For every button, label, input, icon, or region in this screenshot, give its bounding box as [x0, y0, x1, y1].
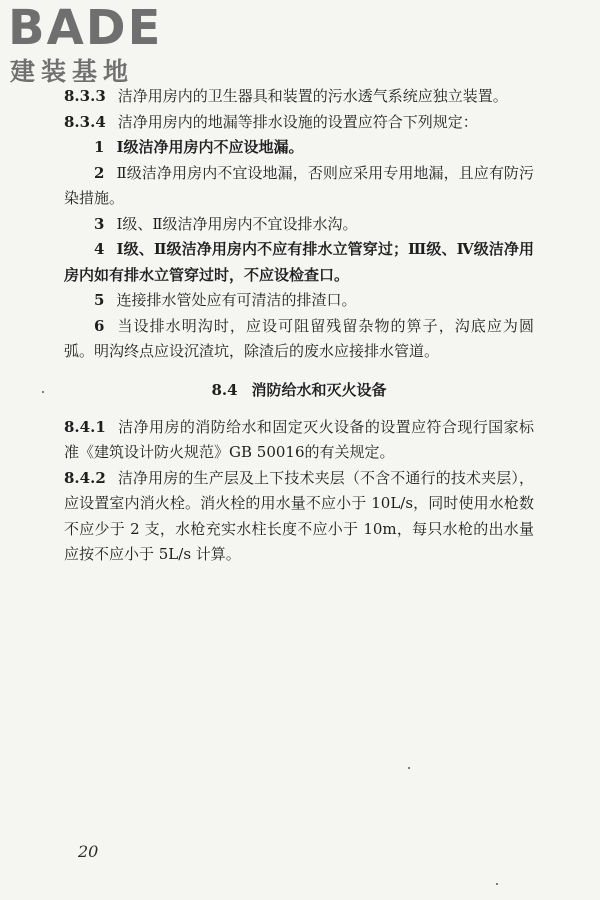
clause-8-3-4-item-2	[64, 161, 534, 212]
document-body	[64, 84, 534, 568]
item-text: Ⅰ级、Ⅱ级洁净用房内不宜设排水沟。	[116, 214, 358, 233]
item-number: 6	[94, 316, 105, 335]
item-text: Ⅰ级、Ⅱ级洁净用房内不应有排水立管穿过；Ⅲ级、Ⅳ级洁净用房内如有排水立管穿过时，不应设检查口。	[64, 240, 534, 284]
clause-text: 洁净用房内的卫生器具和装置的污水透气系统应独立装置。	[117, 87, 508, 105]
logo-brand-text: BADE	[8, 0, 163, 56]
clause-number: 8.3.4	[64, 112, 106, 131]
scan-speck	[408, 767, 410, 769]
page-number: 20	[78, 842, 99, 861]
clause-text: 洁净用房的生产层及上下技术夹层（不含不通行的技术夹层），应设置室内消火栓。消火栓的用水量不应小于 10L/s，同时使用水枪数不应少于 2 支，水枪充实水柱长度不应小于 10m，每只水枪的出水量应按不应小于 5L/s 计算。	[64, 468, 534, 563]
item-number: 3	[94, 214, 105, 233]
clause-text: 洁净用房内的地漏等排水设施的设置应符合下列规定：	[117, 112, 478, 131]
clause-8-4-2	[64, 466, 534, 568]
clause-number: 8.3.3	[64, 87, 106, 105]
clause-8-3-4	[64, 110, 534, 136]
clause-8-3-4-item-6	[64, 314, 534, 365]
bade-logo	[8, 0, 178, 88]
clause-8-3-4-item-5	[64, 288, 534, 314]
logo-subtitle-text: 建装基地	[10, 57, 135, 86]
item-number: 1	[94, 138, 105, 156]
scan-speck	[42, 391, 44, 393]
item-number: 2	[94, 163, 105, 182]
item-number: 4	[94, 240, 105, 258]
clause-8-3-3	[64, 84, 534, 110]
item-text: Ⅰ级洁净用房内不应设地漏。	[116, 138, 304, 156]
clause-8-4-1	[64, 415, 534, 466]
clause-8-3-4-item-1	[64, 135, 534, 161]
section-number: 8.4	[211, 380, 238, 399]
section-title-text: 消防给水和灭火设备	[251, 380, 387, 399]
scan-speck	[496, 883, 498, 885]
clause-8-3-4-item-3	[64, 212, 534, 238]
item-text: Ⅱ级洁净用房内不宜设地漏，否则应采用专用地漏，且应有防污染措施。	[64, 163, 534, 207]
item-number: 5	[94, 291, 105, 309]
clause-number: 8.4.1	[64, 417, 106, 436]
item-text: 当设排水明沟时，应设可阻留残留杂物的箅子，沟底应为圆弧。明沟终点应设沉渣坑，除渣后的废水应接排水管道。	[64, 316, 534, 360]
clause-8-3-4-item-4	[64, 237, 534, 288]
clause-number: 8.4.2	[64, 468, 106, 487]
item-text: 连接排水管处应有可清洁的排渣口。	[116, 291, 357, 309]
section-heading-8-4	[64, 378, 534, 403]
clause-text: 洁净用房的消防给水和固定灭火设备的设置应符合现行国家标准《建筑设计防火规范》GB 50016的有关规定。	[64, 417, 534, 461]
